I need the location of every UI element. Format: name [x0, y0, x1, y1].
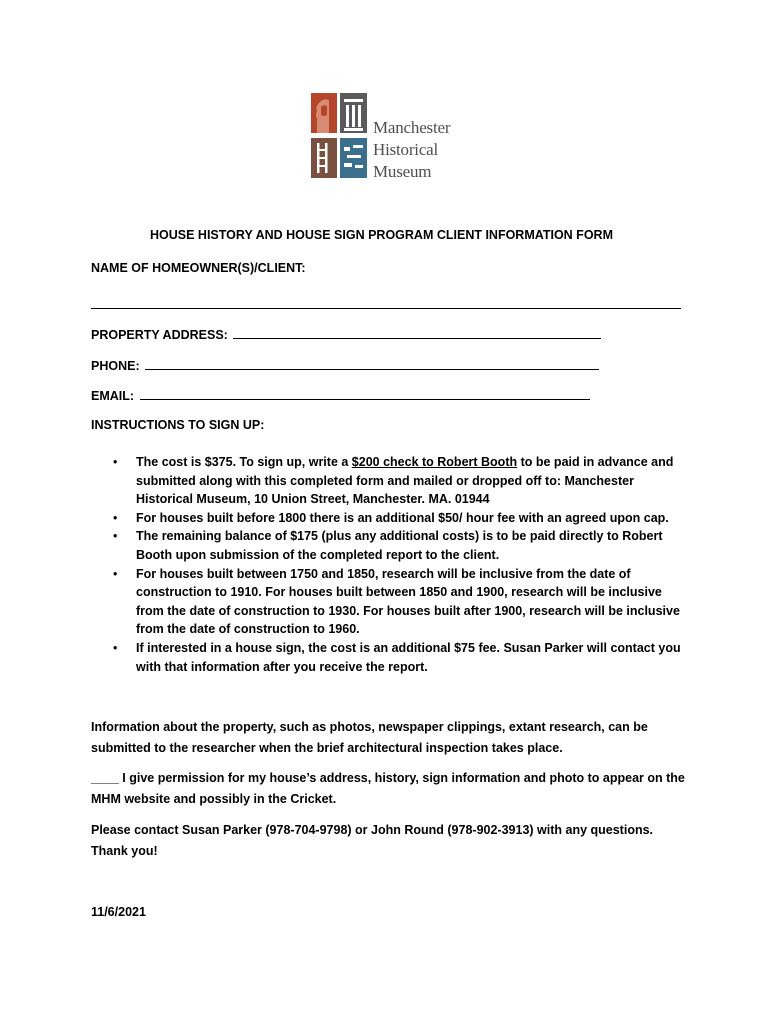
museum-logo-mark — [311, 93, 369, 183]
info-paragraph: Information about the property, such as photos, newspaper clippings, extant research, can be submitted to the researcher when the brief architectural inspection takes place. — [91, 720, 648, 755]
bullet-icon: • — [113, 529, 118, 544]
bullet-icon: • — [113, 566, 118, 581]
permission-paragraph — [91, 768, 691, 810]
name-input-line[interactable] — [91, 308, 681, 309]
logo-word-1: Manchester — [373, 118, 451, 137]
bullet-text-1b: to be paid in advance and submitted along with this completed form and mailed or dropped off to: Manchester Historical Museum, 10 Union Street, Manchester. MA. 01944 — [136, 455, 674, 507]
contact-paragraph: Please contact Susan Parker (978-704-9798) or John Round (978-902-3913) with any questions. Thank you! — [91, 823, 654, 858]
address-input-line[interactable] — [233, 326, 601, 339]
email-row — [91, 387, 590, 403]
list-item — [91, 565, 691, 639]
bullet-text-1-underline: $200 check to Robert Booth — [351, 455, 518, 469]
phone-input-line[interactable] — [145, 357, 599, 370]
address-label: PROPERTY ADDRESS: — [91, 328, 228, 342]
name-label: NAME OF HOMEOWNER(S)/CLIENT: — [91, 261, 306, 275]
bullet-text-3: The remaining balance of $175 (plus any additional costs) is to be paid directly to Robert Booth upon submission of the completed report to the client. — [136, 529, 663, 562]
instructions-list — [91, 453, 691, 676]
list-item — [91, 509, 691, 528]
bullet-icon: • — [113, 510, 118, 525]
list-item — [91, 453, 691, 509]
phone-label: PHONE: — [91, 359, 140, 373]
bullet-icon: • — [113, 455, 118, 469]
instructions-label: INSTRUCTIONS TO SIGN UP: — [91, 418, 265, 432]
bullet-text-1a: The cost is $375. To sign up, write a — [136, 455, 352, 469]
document-date: 11/6/2021 — [91, 905, 146, 919]
list-item — [91, 527, 691, 564]
list-item — [91, 639, 691, 676]
email-label: EMAIL: — [91, 389, 135, 403]
form-title: HOUSE HISTORY AND HOUSE SIGN PROGRAM CLIENT INFORMATION FORM — [150, 228, 613, 242]
phone-row — [91, 357, 599, 373]
logo-word-3: Museum — [373, 162, 432, 181]
bullet-text-2: For houses built before 1800 there is an additional $50/ hour fee with an agreed upon cap. — [136, 510, 669, 525]
bullet-text-5: If interested in a house sign, the cost is an additional $75 fee. Susan Parker will contact you with that information after you receive the report. — [136, 640, 681, 674]
permission-checkbox-line[interactable]: ____ — [91, 771, 119, 785]
email-input-line[interactable] — [140, 387, 590, 400]
bullet-text-4: For houses built between 1750 and 1850, research will be inclusive from the date of construction to 1910. For houses built between 1850 and 1900, research will be inclusive from the date of construction to 1930. For houses built after 1900, research will be inclusive from the date of construction to 1960. — [136, 566, 680, 637]
museum-logo — [311, 93, 471, 183]
address-row — [91, 326, 601, 342]
bullet-icon: • — [113, 640, 118, 655]
logo-word-2: Historical — [373, 140, 439, 159]
permission-text: I give permission for my house’s address, history, sign information and photo to appear on the MHM website and possibly in the Cricket. — [91, 771, 685, 806]
